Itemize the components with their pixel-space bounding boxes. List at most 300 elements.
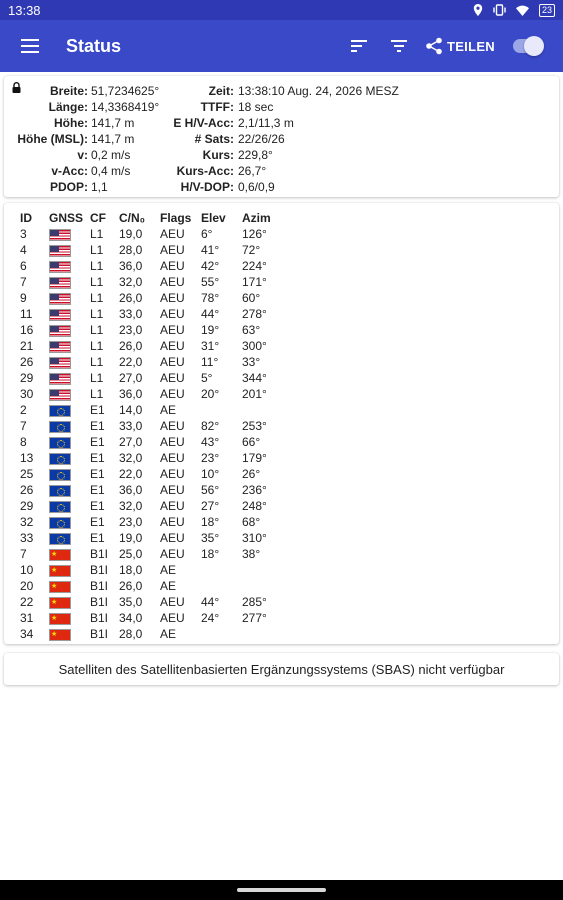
- col-header-gnss: GNSS: [49, 211, 84, 225]
- cell-cn: 23,0: [119, 323, 143, 337]
- cell-azim: [242, 626, 282, 642]
- cell-cf: E1: [90, 531, 105, 545]
- table-row: [20, 562, 282, 578]
- col-header-flags: Flags: [160, 211, 192, 225]
- cell-id: 21: [20, 339, 34, 353]
- table-row: [20, 546, 282, 562]
- info-row: [4, 147, 559, 163]
- china-flag-icon: [49, 629, 71, 641]
- col-header-id: ID: [20, 211, 32, 225]
- cell-cf: L1: [90, 227, 104, 241]
- cell-gnss: [49, 434, 90, 450]
- cell-flags: AEU: [160, 531, 185, 545]
- cell-azim: 285°: [242, 595, 267, 609]
- cell-id: 7: [20, 547, 27, 561]
- eu-flag-icon: [49, 437, 71, 449]
- battery-icon: 23: [539, 4, 555, 17]
- cell-gnss: [49, 354, 90, 370]
- cell-azim: 179°: [242, 451, 267, 465]
- table-row: [20, 594, 282, 610]
- cell-azim: 277°: [242, 611, 267, 625]
- cell-elev: 78°: [201, 291, 220, 305]
- table-row: [20, 402, 282, 418]
- info-label: v-Acc:: [51, 164, 88, 178]
- info-label: Zeit:: [208, 84, 234, 98]
- info-label: Höhe:: [54, 116, 88, 130]
- cell-id: 3: [20, 227, 27, 241]
- info-value: 51,7234625°: [91, 84, 160, 98]
- cell-cf: L1: [90, 307, 104, 321]
- cell-flags: AEU: [160, 515, 185, 529]
- cell-id: 29: [20, 499, 34, 513]
- table-row: [20, 338, 282, 354]
- filter-button[interactable]: [379, 20, 419, 72]
- cell-gnss: [49, 626, 90, 642]
- cell-id: 2: [20, 403, 27, 417]
- info-row: [4, 83, 559, 99]
- table-row: [20, 610, 282, 626]
- satellite-table: [20, 210, 282, 642]
- cell-cf: E1: [90, 515, 105, 529]
- cell-id: 6: [20, 259, 27, 273]
- cell-cf: L1: [90, 371, 104, 385]
- cell-azim: 253°: [242, 419, 267, 433]
- cell-cn: 36,0: [119, 259, 143, 273]
- cell-elev: 27°: [201, 499, 220, 513]
- us-flag-icon: [49, 341, 71, 353]
- us-flag-icon: [49, 325, 71, 337]
- cell-cn: 34,0: [119, 611, 143, 625]
- cell-elev: 44°: [201, 595, 220, 609]
- table-row: [20, 626, 282, 642]
- cell-elev: 5°: [201, 371, 213, 385]
- cell-id: 8: [20, 435, 27, 449]
- cell-azim: 26°: [242, 467, 261, 481]
- position-info-card: [4, 76, 559, 197]
- china-flag-icon: [49, 549, 71, 561]
- us-flag-icon: [49, 245, 71, 257]
- info-label: Kurs-Acc:: [176, 164, 234, 178]
- cell-azim: 344°: [242, 371, 267, 385]
- cell-id: 32: [20, 515, 34, 529]
- cell-azim: 278°: [242, 307, 267, 321]
- cell-elev: 41°: [201, 243, 220, 257]
- cell-gnss: [49, 562, 90, 578]
- cell-elev: 18°: [201, 515, 220, 529]
- cell-cf: B1I: [90, 579, 109, 593]
- cell-gnss: [49, 546, 90, 562]
- cell-flags: AEU: [160, 275, 185, 289]
- cell-cf: E1: [90, 499, 105, 513]
- cell-cf: L1: [90, 323, 104, 337]
- share-button[interactable]: [425, 37, 495, 55]
- cell-gnss: [49, 370, 90, 386]
- cell-gnss: [49, 530, 90, 546]
- table-row: [20, 450, 282, 466]
- info-label: Länge:: [48, 100, 88, 114]
- us-flag-icon: [49, 373, 71, 385]
- satellite-list-card: [4, 203, 559, 644]
- china-flag-icon: [49, 597, 71, 609]
- table-row: [20, 370, 282, 386]
- satellite-rows: [20, 226, 282, 642]
- cell-id: 34: [20, 627, 34, 641]
- info-row: [4, 131, 559, 147]
- cell-azim: 38°: [242, 547, 261, 561]
- cell-elev: 24°: [201, 611, 220, 625]
- cell-id: 7: [20, 419, 27, 433]
- info-label: H/V-DOP:: [180, 180, 234, 194]
- info-label: E H/V-Acc:: [173, 116, 234, 130]
- app-bar-actions: [339, 20, 563, 72]
- table-row: [20, 258, 282, 274]
- info-label: v:: [77, 148, 88, 162]
- cell-gnss: [49, 290, 90, 306]
- cell-cn: 36,0: [119, 387, 143, 401]
- eu-flag-icon: [49, 405, 71, 417]
- table-row: [20, 434, 282, 450]
- cell-cn: 23,0: [119, 515, 143, 529]
- app-bar: [0, 20, 563, 72]
- cell-cf: L1: [90, 339, 104, 353]
- cell-id: 7: [20, 275, 27, 289]
- table-row: [20, 306, 282, 322]
- share-label: TEILEN: [446, 38, 495, 54]
- info-label: Breite:: [49, 84, 88, 98]
- info-row: [4, 115, 559, 131]
- cell-id: 22: [20, 595, 34, 609]
- table-row: [20, 322, 282, 338]
- cell-gnss: [49, 322, 90, 338]
- cell-flags: AEU: [160, 291, 185, 305]
- cell-gnss: [49, 242, 90, 258]
- cell-flags: AEU: [160, 419, 185, 433]
- cell-gnss: [49, 274, 90, 290]
- cell-cf: L1: [90, 291, 104, 305]
- cell-elev: 20°: [201, 387, 220, 401]
- china-flag-icon: [49, 581, 71, 593]
- toggle-knob: [524, 36, 544, 56]
- cell-elev: 42°: [201, 259, 220, 273]
- cell-azim: 63°: [242, 323, 261, 337]
- cell-gnss: [49, 306, 90, 322]
- info-value: 2,1/11,3 m: [238, 116, 294, 130]
- cell-flags: AEU: [160, 387, 185, 401]
- cell-cf: L1: [90, 259, 104, 273]
- info-label: # Sats:: [194, 132, 234, 146]
- china-flag-icon: [49, 613, 71, 625]
- recording-toggle[interactable]: [513, 39, 541, 53]
- cell-flags: AEU: [160, 259, 185, 273]
- cell-flags: AE: [160, 563, 177, 577]
- table-row: [20, 242, 282, 258]
- cell-flags: AEU: [160, 611, 185, 625]
- us-flag-icon: [49, 277, 71, 289]
- wifi-icon: [516, 5, 529, 16]
- sbas-message: Satelliten des Satellitenbasierten Ergänzungssystems (SBAS) nicht verfügbar: [58, 661, 505, 677]
- cell-flags: AEU: [160, 355, 185, 369]
- eu-flag-icon: [49, 469, 71, 481]
- cell-cn: 32,0: [119, 499, 143, 513]
- home-gesture-handle[interactable]: [237, 888, 326, 892]
- cell-elev: 19°: [201, 323, 220, 337]
- cell-gnss: [49, 338, 90, 354]
- cell-id: 11: [20, 307, 33, 321]
- filter-icon: [391, 40, 407, 52]
- cell-flags: AEU: [160, 339, 185, 353]
- cell-id: 10: [20, 563, 34, 577]
- cell-elev: 6°: [201, 227, 213, 241]
- cell-cn: 22,0: [119, 355, 143, 369]
- table-row: [20, 386, 282, 402]
- cell-elev: 35°: [201, 531, 220, 545]
- cell-cn: 19,0: [119, 531, 143, 545]
- cell-gnss: [49, 386, 90, 402]
- cell-cn: 25,0: [119, 547, 143, 561]
- info-label: Höhe (MSL):: [17, 132, 88, 146]
- cell-id: 29: [20, 371, 34, 385]
- cell-gnss: [49, 594, 90, 610]
- us-flag-icon: [49, 229, 71, 241]
- cell-cf: L1: [90, 387, 104, 401]
- cell-cf: B1I: [90, 563, 109, 577]
- vibrate-icon: [493, 4, 506, 16]
- col-header-cf: CF: [90, 211, 106, 225]
- table-row: [20, 498, 282, 514]
- cell-id: 26: [20, 483, 34, 497]
- cell-id: 31: [20, 611, 34, 625]
- table-row: [20, 290, 282, 306]
- cell-cf: B1I: [90, 595, 109, 609]
- us-flag-icon: [49, 309, 71, 321]
- cell-cn: 28,0: [119, 243, 143, 257]
- cell-gnss: [49, 482, 90, 498]
- cell-flags: AEU: [160, 307, 185, 321]
- col-header-elev: Elev: [201, 211, 226, 225]
- table-row: [20, 482, 282, 498]
- us-flag-icon: [49, 293, 71, 305]
- cell-cn: 26,0: [119, 291, 143, 305]
- eu-flag-icon: [49, 533, 71, 545]
- table-header-row: [20, 210, 282, 226]
- cell-elev: [201, 578, 242, 594]
- hamburger-menu-icon: [21, 39, 39, 53]
- cell-azim: 236°: [242, 483, 267, 497]
- info-value: 141,7 m: [91, 132, 135, 146]
- cell-elev: 23°: [201, 451, 220, 465]
- cell-cf: E1: [90, 435, 105, 449]
- cell-azim: 300°: [242, 339, 267, 353]
- info-value: 0,6/0,9: [238, 180, 275, 194]
- cell-azim: 66°: [242, 435, 261, 449]
- cell-cn: 32,0: [119, 275, 143, 289]
- cell-cn: 33,0: [119, 307, 143, 321]
- cell-azim: 310°: [242, 531, 267, 545]
- cell-cf: L1: [90, 243, 104, 257]
- info-value: 229,8°: [238, 148, 273, 162]
- cell-elev: 31°: [201, 339, 220, 353]
- cell-flags: AEU: [160, 435, 185, 449]
- cell-azim: 171°: [242, 275, 267, 289]
- info-row: [4, 163, 559, 179]
- sort-icon: [351, 40, 367, 52]
- system-icons: [473, 4, 555, 17]
- info-row: [4, 99, 559, 115]
- cell-cn: 27,0: [119, 435, 143, 449]
- cell-cn: 14,0: [119, 403, 143, 417]
- cell-flags: AEU: [160, 547, 185, 561]
- cell-elev: 56°: [201, 483, 220, 497]
- eu-flag-icon: [49, 453, 71, 465]
- cell-gnss: [49, 402, 90, 418]
- cell-id: 26: [20, 355, 34, 369]
- table-row: [20, 226, 282, 242]
- cell-cn: 33,0: [119, 419, 143, 433]
- eu-flag-icon: [49, 501, 71, 513]
- cell-cn: 28,0: [119, 627, 143, 641]
- cell-flags: AE: [160, 579, 177, 593]
- eu-flag-icon: [49, 421, 71, 433]
- clock: 13:38: [8, 2, 41, 18]
- cell-flags: AEU: [160, 371, 185, 385]
- cell-cn: 26,0: [119, 339, 143, 353]
- cell-azim: [242, 578, 282, 594]
- table-row: [20, 466, 282, 482]
- cell-azim: 201°: [242, 387, 267, 401]
- cell-elev: [201, 626, 242, 642]
- cell-cf: E1: [90, 483, 105, 497]
- cell-flags: AEU: [160, 451, 185, 465]
- cell-cn: 36,0: [119, 483, 143, 497]
- cell-cf: E1: [90, 403, 105, 417]
- cell-elev: 43°: [201, 435, 220, 449]
- table-row: [20, 578, 282, 594]
- cell-cf: E1: [90, 451, 105, 465]
- us-flag-icon: [49, 389, 71, 401]
- cell-cn: 22,0: [119, 467, 143, 481]
- table-row: [20, 530, 282, 546]
- china-flag-icon: [49, 565, 71, 577]
- cell-elev: 82°: [201, 419, 220, 433]
- info-value: 13:38:10 Aug. 24, 2026 MESZ: [238, 84, 399, 98]
- cell-gnss: [49, 226, 90, 242]
- us-flag-icon: [49, 357, 71, 369]
- cell-azim: 72°: [242, 243, 261, 257]
- info-value: 141,7 m: [91, 116, 135, 130]
- cell-cf: E1: [90, 419, 105, 433]
- cell-elev: [201, 402, 242, 418]
- cell-id: 30: [20, 387, 34, 401]
- cell-flags: AE: [160, 403, 177, 417]
- table-row: [20, 274, 282, 290]
- cell-id: 25: [20, 467, 34, 481]
- info-value: 18 sec: [238, 100, 274, 114]
- col-header-azim: Azim: [242, 211, 271, 225]
- cell-gnss: [49, 258, 90, 274]
- cell-cn: 27,0: [119, 371, 143, 385]
- sort-button[interactable]: [339, 20, 379, 72]
- navigation-bar: [0, 880, 563, 900]
- cell-flags: AEU: [160, 467, 185, 481]
- cell-azim: 224°: [242, 259, 267, 273]
- cell-flags: AEU: [160, 499, 185, 513]
- table-row: [20, 514, 282, 530]
- eu-flag-icon: [49, 517, 71, 529]
- col-header-cn0: C/N₀: [119, 211, 146, 225]
- info-value: 1,1: [91, 180, 108, 194]
- cell-elev: 10°: [201, 467, 220, 481]
- cell-gnss: [49, 498, 90, 514]
- system-status-bar: [0, 0, 563, 20]
- cell-cn: 18,0: [119, 563, 143, 577]
- cell-cn: 26,0: [119, 579, 143, 593]
- table-row: [20, 418, 282, 434]
- cell-cf: L1: [90, 275, 104, 289]
- cell-azim: 68°: [242, 515, 261, 529]
- cell-azim: [242, 402, 282, 418]
- cell-cn: 19,0: [119, 227, 143, 241]
- cell-cf: B1I: [90, 611, 109, 625]
- info-value: 14,3368419°: [91, 100, 160, 114]
- cell-azim: 33°: [242, 355, 261, 369]
- info-value: 0,2 m/s: [91, 148, 131, 162]
- cell-flags: AEU: [160, 323, 185, 337]
- cell-gnss: [49, 450, 90, 466]
- cell-id: 13: [20, 451, 34, 465]
- cell-flags: AE: [160, 627, 177, 641]
- menu-button[interactable]: [0, 20, 60, 72]
- cell-id: 20: [20, 579, 34, 593]
- info-value: 26,7°: [238, 164, 267, 178]
- info-value: 22/26/26: [238, 132, 285, 146]
- cell-azim: 60°: [242, 291, 261, 305]
- cell-id: 4: [20, 243, 27, 257]
- eu-flag-icon: [49, 485, 71, 497]
- cell-azim: [242, 562, 282, 578]
- info-row: [4, 179, 559, 195]
- cell-cn: 35,0: [119, 595, 143, 609]
- cell-azim: 248°: [242, 499, 267, 513]
- info-value: 0,4 m/s: [91, 164, 131, 178]
- cell-flags: AEU: [160, 483, 185, 497]
- cell-flags: AEU: [160, 227, 185, 241]
- cell-gnss: [49, 466, 90, 482]
- cell-id: 9: [20, 291, 27, 305]
- info-label: TTFF:: [200, 100, 234, 114]
- cell-id: 33: [20, 531, 34, 545]
- cell-cf: E1: [90, 467, 105, 481]
- info-label: PDOP:: [49, 180, 88, 194]
- cell-gnss: [49, 514, 90, 530]
- cell-cf: B1I: [90, 547, 109, 561]
- cell-elev: 55°: [201, 275, 220, 289]
- cell-elev: [201, 562, 242, 578]
- cell-gnss: [49, 578, 90, 594]
- cell-flags: AEU: [160, 595, 185, 609]
- table-row: [20, 354, 282, 370]
- page-title: Status: [66, 35, 122, 56]
- cell-gnss: [49, 418, 90, 434]
- cell-cf: B1I: [90, 627, 109, 641]
- cell-elev: 44°: [201, 307, 220, 321]
- cell-flags: AEU: [160, 243, 185, 257]
- info-label: Kurs:: [202, 148, 234, 162]
- cell-cf: L1: [90, 355, 104, 369]
- cell-elev: 18°: [201, 547, 220, 561]
- cell-gnss: [49, 610, 90, 626]
- cell-id: 16: [20, 323, 34, 337]
- cell-elev: 11°: [201, 355, 219, 369]
